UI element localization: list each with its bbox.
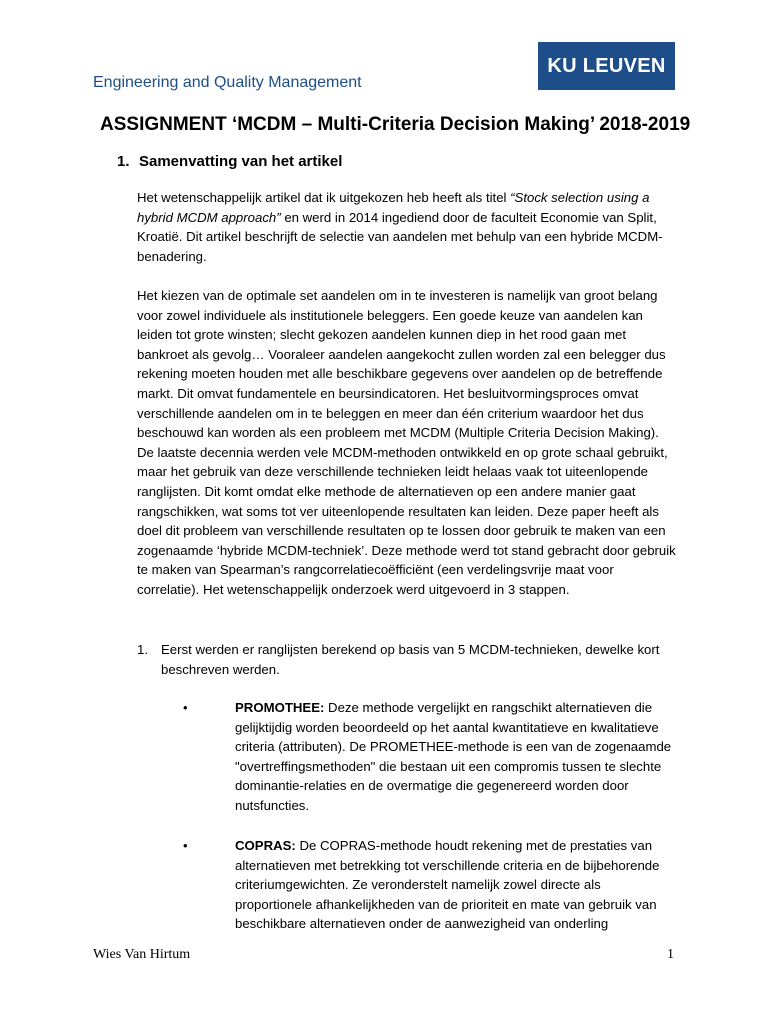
bullet-content — [235, 698, 677, 816]
department-subtitle: Engineering and Quality Management — [93, 74, 362, 91]
paragraph-context: Het kiezen van de optimale set aandelen om in te investeren is namelijk van groot belang voor zowel individuele als institutionele beleggers. Een goede keuze van aandelen kan leiden tot grote winsten; slecht gekozen aandelen kunnen diep in het rood gaan met bankroet als gevolg… Vooraleer aandelen aangekocht zullen worden zal een belegger dus rekening moeten houden met alle beschikbare gegevens over aandelen op de betreffende markt. Dit omvat fundamentele en beursindicatoren. Het besluitvormingsproces omvat verschillende aandelen om in te beleggen en meer dan één criterium waardoor het dus beschouwd kan worden als een probleem met MCDM (Multiple Criteria Decision Making). De laatste decennia werden vele MCDM-methoden ontwikkeld en op grote schaal gebruikt, maar het gebruik van deze verschillende technieken leidt helaas vaak tot uiteenlopende ranglijsten. Dit komt omdat elke methode de alternatieven op een andere manier gaat rangschikken, wat soms tot ver uiteenlopende resultaten kan leiden. Deze paper heeft als doel dit probleem van verschillende resultaten op te lossen door gebruik te maken van een zogenaamde ‘hybride MCDM-techniek’. Deze methode werd tot stand gebracht door gebruik te maken van Spearman’s rangcorrelatiecoëfficiënt (een verdelingsvrije maat voor correlatie). Het wetenschappelijk onderzoek werd uitgevoerd in 3 stappen. — [137, 288, 676, 597]
footer-page-number: 1 — [667, 947, 674, 962]
bullet-marker: • — [183, 700, 188, 715]
list-item-text: Eerst werden er ranglijsten berekend op basis van 5 MCDM-technieken, dewelke kort beschreven werden. — [161, 642, 660, 677]
bullet-marker: • — [183, 838, 188, 853]
list-number: 1. — [137, 642, 148, 657]
bullet-text: Deze methode vergelijkt en rangschikt alternatieven die gelijktijdig worden beoordeeld op het aantal kwantitatieve en kwalitatieve criteria (attributen). De PROMETHEE-methode is een van de zogenaamde "overtreffingsmethoden" die bestaan uit een compromis tussen te slechte dominantie-relaties en de overmatige die gegenereerd worden door nutsfuncties. — [235, 700, 672, 813]
footer-author: Wies Van Hirtum — [93, 947, 191, 962]
section-title: Samenvatting van het artikel — [139, 153, 343, 170]
bullet-content — [235, 836, 677, 934]
paragraph-intro-after: en werd in 2014 ingediend door de faculteit Economie van Split, Kroatië. Dit artikel beschrijft de selectie van aandelen met behulp van een hybride MCDM-benadering. — [137, 209, 663, 264]
bullet-text: De COPRAS-methode houdt rekening met de prestaties van alternatieven met betrekking tot verschillende criteria en de bijbehorende criteriumgewichten. Ze veronderstelt namelijk zowel directe als proportionele afhankelijkheden van de prioriteit en mate van gebruik van beschikbare alternatieven onder de aanwezigheid van onderling — [235, 838, 660, 932]
section-number: 1. — [117, 153, 130, 170]
ku-leuven-logo — [538, 42, 675, 90]
paragraph-intro-before: Het wetenschappelijk artikel dat ik uitgekozen heb heeft als titel — [137, 190, 511, 205]
article-title-italic: “Stock selection using a hybrid MCDM approach” — [137, 190, 650, 225]
bullet-term: COPRAS: — [235, 838, 296, 853]
numbered-list-item — [137, 640, 677, 679]
document-title: ASSIGNMENT ‘MCDM – Multi-Criteria Decision Making’ 2018-2019 — [100, 114, 691, 135]
bullet-item-copras — [183, 836, 677, 934]
paragraph-intro — [137, 188, 677, 266]
section-heading — [117, 153, 342, 170]
bullet-item-promothee — [183, 698, 677, 816]
logo-text: KU LEUVEN — [547, 54, 666, 77]
bullet-term: PROMOTHEE: — [235, 700, 325, 715]
